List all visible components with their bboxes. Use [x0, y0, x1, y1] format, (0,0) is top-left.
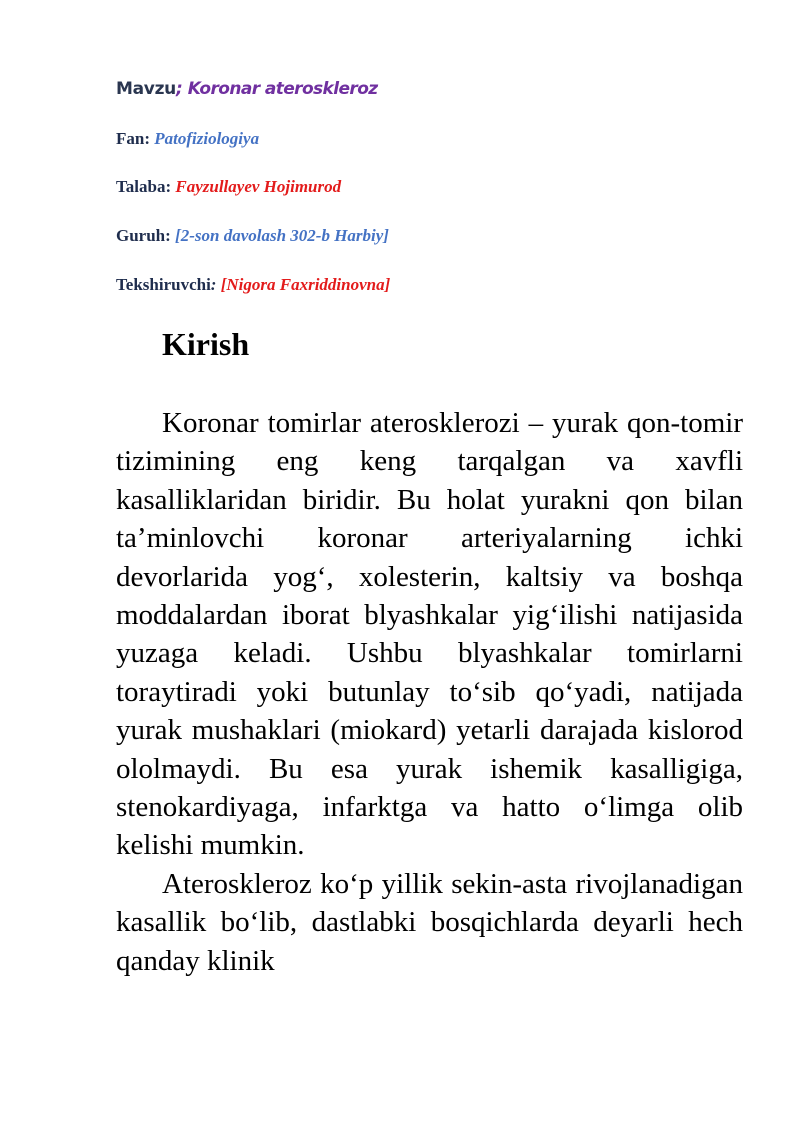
- reviewer-label: Tekshiruvchi: [116, 275, 211, 294]
- student-value: Fayzullayev Hojimurod: [175, 177, 342, 196]
- body-text: [116, 404, 743, 980]
- reviewer-line: [116, 275, 390, 295]
- group-label: Guruh:: [116, 226, 171, 245]
- topic-separator: ;: [175, 79, 183, 99]
- subject-value: Patofiziologiya: [154, 129, 260, 148]
- paragraph-2: Ateroskleroz ko‘p yillik sekin-asta rivojlanadigan kasallik bo‘lib, dastlabki bosqichlarda deyarli hech qanday klinik: [116, 867, 743, 977]
- topic-value: Koronar ateroskleroz: [182, 79, 378, 99]
- topic-label: Mavzu: [116, 79, 176, 99]
- reviewer-colon: :: [210, 275, 217, 294]
- subject-line: [116, 129, 259, 149]
- topic-line: [116, 79, 378, 99]
- group-value: [2-son davolash 302-b Harbiy]: [175, 226, 389, 245]
- reviewer-value: [Nigora Faxriddinovna]: [220, 275, 391, 294]
- subject-label: Fan:: [116, 129, 150, 148]
- paragraph-1: Koronar tomirlar aterosklerozi – yurak qon-tomir tizimining eng keng tarqalgan va xavfli kasalliklaridan biridir. Bu holat yurakni qon bilan ta’minlovchi koronar arteriyalarning ichki devorlarida yog‘, xolesterin, kaltsiy va boshqa moddalardan iborat blyashkalar yig‘ilishi natijasida yuzaga keladi. Ushbu blyashkalar tomirlarni toraytiradi yoki butunlay to‘sib qo‘yadi, natijada yurak mushaklari (miokard) yetarli darajada kislorod ololmaydi. Bu esa yurak ishemik kasalligiga, stenokardiyaga, infarktga va hatto o‘limga olib kelishi mumkin.: [116, 407, 743, 862]
- section-heading: Kirish: [162, 326, 250, 362]
- student-label: Talaba:: [116, 177, 172, 196]
- student-line: [116, 177, 341, 197]
- group-line: [116, 226, 389, 246]
